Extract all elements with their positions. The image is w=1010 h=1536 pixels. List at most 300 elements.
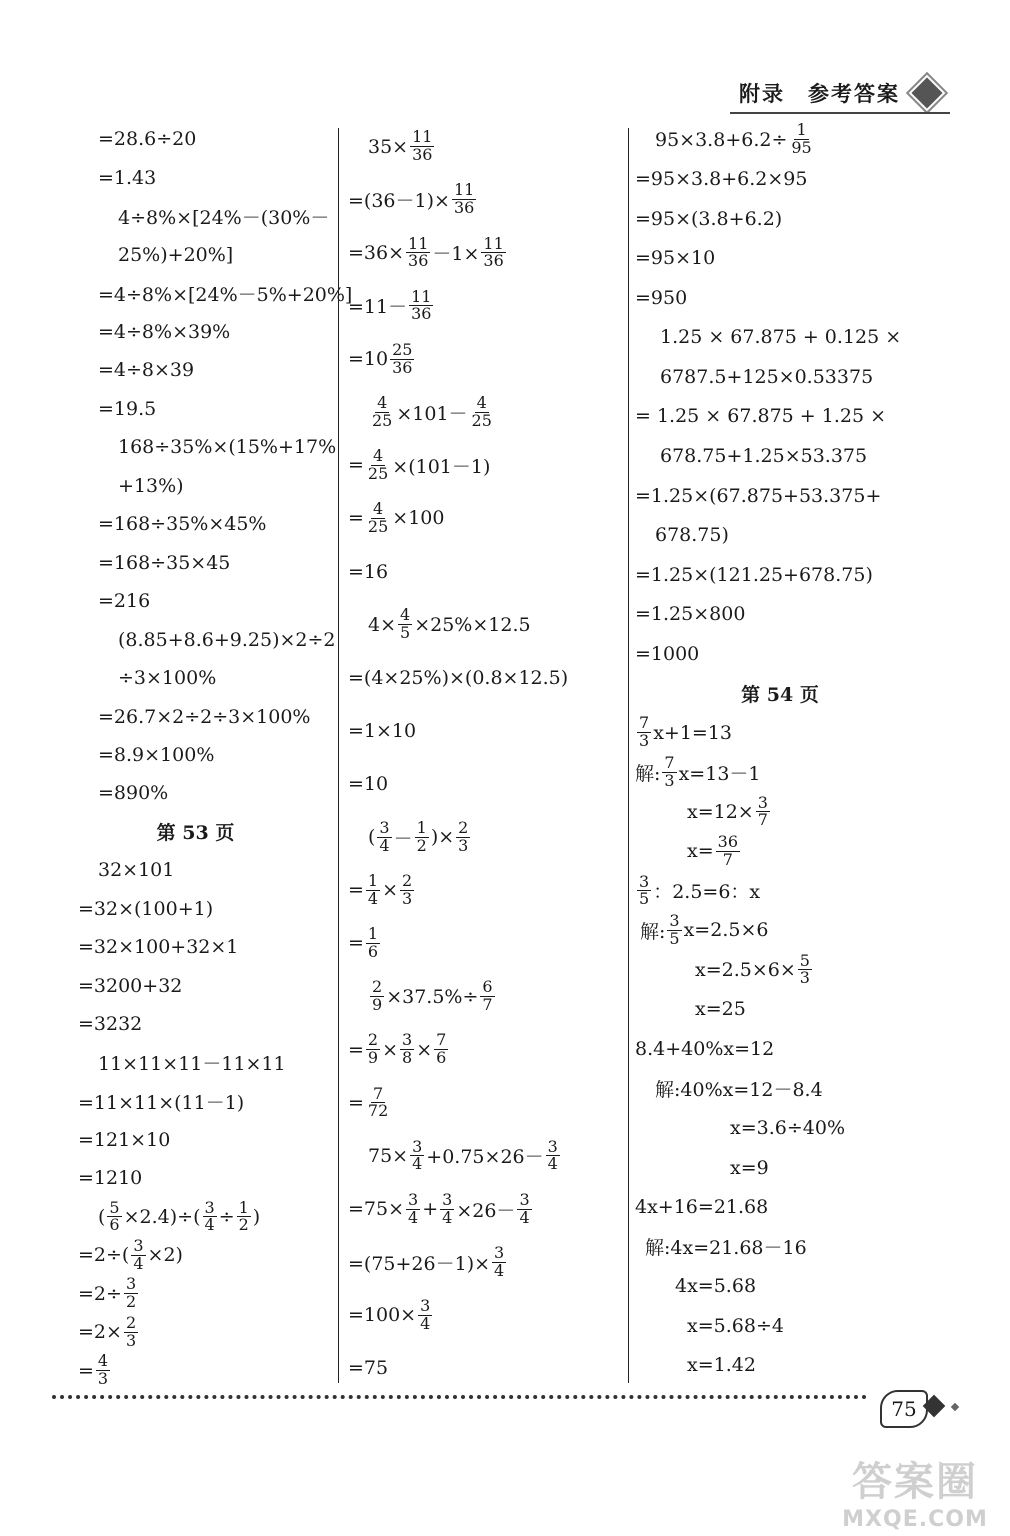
answer-line (58, 543, 333, 581)
fraction-denominator: 4 (420, 1313, 431, 1333)
answer-line (58, 967, 333, 1005)
fraction (124, 1276, 138, 1311)
math-text: =(36－1)× (348, 190, 450, 213)
answer-line (343, 651, 623, 704)
answer-column-middle (343, 120, 623, 1395)
answer-line (343, 1289, 623, 1342)
math-text: × (382, 1038, 399, 1061)
fraction (410, 129, 434, 164)
math-text: =75× (348, 1198, 405, 1221)
fraction (716, 834, 740, 869)
fraction-numerator: 3 (402, 1030, 413, 1050)
diamond-icon (909, 75, 946, 112)
fraction-denominator: 72 (367, 1101, 389, 1121)
fraction-denominator: 3 (125, 1330, 137, 1350)
math-text: x=13－1 (678, 762, 761, 785)
watermark (830, 1450, 1000, 1532)
answer-line (58, 235, 333, 273)
fraction-denominator: 25 (367, 516, 389, 536)
answer-line (58, 851, 333, 889)
math-text: x=12× (687, 800, 754, 823)
answer-line (635, 278, 925, 318)
answer-line (58, 1352, 333, 1390)
math-text: =11－ (348, 296, 408, 319)
fraction-denominator: 7 (757, 810, 768, 830)
answer-line (58, 1121, 333, 1159)
math-text: 678.75+1.25×53.375 (660, 445, 868, 468)
fraction-denominator: 36 (408, 251, 429, 271)
fraction (107, 1197, 121, 1235)
math-text: =1.25×(121.25+678.75) (635, 563, 873, 586)
fraction (637, 715, 651, 750)
watermark-url: MXQE.COM (842, 1507, 988, 1532)
math-text: =4÷8×39 (98, 359, 195, 382)
fraction-numerator: 11 (483, 233, 504, 253)
answer-line (635, 792, 925, 832)
math-text: 678.75) (655, 524, 729, 547)
math-text: 解: (635, 762, 661, 785)
fraction-denominator: 2 (416, 835, 427, 855)
answer-line (343, 1129, 623, 1182)
answer-line (343, 279, 623, 332)
fraction (662, 752, 676, 790)
answer-line (58, 1159, 333, 1197)
math-text: =950 (635, 286, 688, 309)
math-text: =1210 (78, 1167, 143, 1190)
fraction-denominator: 8 (402, 1048, 413, 1068)
answer-column-right (635, 120, 925, 1385)
fraction-denominator: 4 (133, 1253, 144, 1273)
math-text: =216 (98, 590, 151, 613)
fraction-numerator: 4 (476, 392, 487, 412)
fraction (415, 817, 429, 855)
fraction (370, 392, 394, 430)
math-text: x+1=13 (653, 721, 733, 744)
math-text: × (416, 1038, 433, 1061)
answer-line (343, 173, 623, 226)
fraction-numerator: 3 (547, 1136, 558, 1156)
answer-line (343, 598, 623, 651)
answer-line (635, 1148, 925, 1188)
math-text: = (348, 1091, 364, 1114)
header-rule (730, 112, 950, 114)
fraction-denominator: 25 (471, 410, 492, 430)
fraction (370, 979, 384, 1014)
math-text: (8.85+8.6+9.25)×2÷2 (118, 628, 336, 651)
page-number: 75 (880, 1390, 928, 1428)
math-text: =4÷8%×[24%－5%+20%] (98, 283, 353, 306)
math-text: =(4×25%)×(0.8×12.5) (348, 666, 569, 689)
fraction-numerator: 4 (373, 446, 384, 466)
fraction-denominator: 4 (367, 888, 379, 908)
small-diamond-icon (951, 1403, 959, 1411)
fraction (366, 501, 390, 536)
math-text: 4x=5.68 (675, 1275, 757, 1298)
fraction (366, 1032, 380, 1067)
answer-line (635, 436, 925, 476)
answer-line (343, 704, 623, 757)
math-text: x=2.5×6× (695, 958, 796, 981)
fraction-numerator: 3 (420, 1296, 431, 1316)
math-text: ×37.5%÷ (386, 985, 479, 1008)
fraction (366, 448, 390, 483)
column-divider (628, 128, 629, 1383)
fraction-denominator: 5 (669, 928, 680, 948)
answer-line (635, 832, 925, 872)
math-text: =(75+26－1)× (348, 1252, 491, 1275)
fraction-denominator: 4 (519, 1207, 530, 1227)
fraction (546, 1136, 560, 1174)
answer-line (343, 439, 623, 492)
answer-line (58, 774, 333, 812)
answer-line (343, 970, 623, 1023)
fraction-denominator: 3 (639, 731, 650, 751)
fraction-denominator: 3 (458, 835, 469, 855)
answer-line (58, 197, 333, 235)
fraction-denominator: 4 (547, 1154, 558, 1174)
math-text: x=1.42 (687, 1354, 756, 1377)
fraction-numerator: 4 (373, 499, 384, 519)
answer-line (635, 634, 925, 674)
math-text: x=25 (695, 998, 746, 1021)
math-text: =95×3.8+6.2×95 (635, 168, 808, 191)
fraction-denominator: 36 (411, 304, 432, 324)
answer-line (58, 120, 333, 158)
math-text: =2× (78, 1321, 122, 1344)
answer-line (58, 274, 353, 312)
math-text: =168÷35×45 (98, 551, 231, 574)
math-text: ( (98, 1205, 106, 1228)
fraction-numerator: 2 (125, 1312, 137, 1332)
fraction-numerator: 11 (408, 233, 429, 253)
fraction-numerator: 3 (204, 1197, 215, 1217)
fraction (789, 122, 813, 157)
answer-line (58, 505, 333, 543)
math-text: =95×10 (635, 247, 716, 270)
math-text: ÷ (218, 1205, 235, 1228)
fraction (203, 1197, 217, 1235)
math-text: 32×101 (98, 859, 175, 882)
math-text: = (348, 454, 364, 477)
footer-dotted-rule (52, 1395, 867, 1399)
answer-line (58, 351, 333, 389)
fraction-numerator: 11 (412, 127, 433, 147)
fraction-numerator: 3 (494, 1242, 505, 1262)
math-text: =19.5 (98, 397, 157, 420)
answer-line (58, 312, 333, 350)
fraction (124, 1312, 138, 1350)
fraction (406, 233, 430, 271)
fraction-denominator: 4 (412, 1154, 423, 1174)
math-text: =32×(100+1) (78, 897, 214, 920)
fraction-denominator: 3 (799, 968, 810, 988)
math-text: ( (368, 826, 376, 849)
fraction (366, 926, 380, 961)
math-text: =36× (348, 241, 405, 264)
math-text: 75× (368, 1144, 409, 1167)
fraction-numerator: 7 (639, 713, 650, 733)
math-text: 25%)+20%] (118, 243, 234, 266)
answer-line (343, 120, 623, 173)
answer-line (635, 120, 925, 160)
answer-line (635, 911, 925, 951)
fraction-numerator: 3 (125, 1274, 137, 1294)
math-text: 168÷35%×(15%+17% (118, 436, 337, 459)
fraction-numerator: 3 (639, 871, 650, 891)
math-text: 95×3.8+6.2÷ (655, 128, 788, 151)
math-text: ×2.4)÷( (123, 1205, 201, 1228)
math-text: x=9 (730, 1156, 769, 1179)
answer-line (58, 736, 333, 774)
fraction (96, 1353, 110, 1388)
math-text: =10 (348, 348, 389, 371)
fraction (492, 1242, 506, 1280)
answer-line (58, 620, 336, 658)
math-text: ×2) (147, 1244, 183, 1267)
math-text: 4÷8%×[24%－(30%－ (118, 206, 330, 229)
math-text: )× (430, 826, 455, 849)
math-text: x= (687, 840, 714, 863)
answer-line (635, 397, 925, 437)
fraction (131, 1235, 145, 1273)
fraction-numerator: 3 (442, 1189, 453, 1209)
answer-line (635, 318, 925, 358)
math-text: 解:4x=21.68－16 (645, 1237, 807, 1260)
answer-line (58, 659, 333, 697)
math-text: =32×100+32×1 (78, 936, 239, 959)
fraction-numerator: 3 (133, 1235, 144, 1255)
fraction-denominator: 7 (482, 995, 493, 1015)
fraction-denominator: 9 (372, 995, 383, 1015)
math-text: = (348, 879, 364, 902)
fraction-numerator: 3 (757, 792, 768, 812)
math-text: ：2.5=6：x (653, 881, 761, 904)
page-section-heading: 第 53 页 (156, 822, 235, 845)
fraction-denominator: 2 (238, 1215, 249, 1235)
answer-line (635, 239, 925, 279)
fraction-denominator: 36 (412, 145, 433, 165)
answer-line (635, 555, 925, 595)
math-text: =11×11×(11－1) (78, 1091, 245, 1114)
fraction (409, 286, 433, 324)
fraction-numerator: 2 (402, 871, 413, 891)
math-text: 解: (640, 920, 666, 943)
header-title: 附录 参考答案 (739, 81, 900, 106)
fraction (637, 871, 651, 909)
answer-line (343, 1236, 623, 1289)
math-text: ×25%×12.5 (414, 613, 531, 636)
answer-line (635, 160, 925, 200)
answer-line (635, 1345, 925, 1385)
fraction-denominator: 6 (109, 1215, 120, 1235)
math-text: × (382, 879, 399, 902)
fraction (366, 1083, 390, 1121)
answer-line (58, 389, 333, 427)
math-text: + (422, 1198, 439, 1221)
math-text: =16 (348, 560, 389, 583)
fraction-denominator: 9 (367, 1048, 379, 1068)
math-text: =26.7×2÷2÷3×100% (98, 705, 311, 728)
fraction-denominator: 95 (791, 138, 812, 158)
math-text: =1×10 (348, 719, 417, 742)
answer-line (58, 158, 333, 196)
fraction (481, 233, 505, 271)
fraction-numerator: 2 (367, 1030, 379, 1050)
answer-line (635, 871, 925, 911)
math-text: ×26－ (456, 1199, 516, 1222)
fraction-denominator: 25 (372, 410, 393, 430)
fraction-numerator: 3 (669, 911, 680, 931)
fraction-numerator: 7 (373, 1083, 384, 1103)
column-divider (338, 128, 339, 1383)
answer-line (343, 917, 623, 970)
fraction-numerator: 4 (97, 1351, 109, 1371)
answer-line (343, 811, 623, 864)
fraction-numerator: 11 (411, 286, 432, 306)
fraction-numerator: 1 (367, 924, 379, 944)
fraction-denominator: 2 (125, 1292, 137, 1312)
fraction-denominator: 4 (408, 1207, 419, 1227)
math-text: 8.4+40%x=12 (635, 1037, 775, 1060)
math-text: = (348, 1038, 364, 1061)
math-text: 4× (368, 613, 397, 636)
math-text: +0.75×26－ (426, 1146, 544, 1169)
answer-line (635, 1266, 925, 1306)
math-text: 4x+16=21.68 (635, 1196, 769, 1219)
answer-line (635, 753, 925, 793)
page-header (739, 78, 940, 108)
math-text: = 1.25 × 67.875 + 1.25 × (635, 405, 887, 428)
fraction-numerator: 3 (408, 1189, 419, 1209)
fraction-denominator: 4 (442, 1207, 453, 1227)
math-text: x=3.6÷40% (730, 1117, 846, 1140)
answer-line (635, 1227, 925, 1267)
answer-line (635, 357, 925, 397)
fraction-numerator: 7 (664, 752, 675, 772)
fraction-numerator: 5 (109, 1197, 120, 1217)
answer-line (58, 428, 337, 466)
math-text: 6787.5+125×0.53375 (660, 365, 874, 388)
fraction-numerator: 2 (372, 977, 383, 997)
math-text: ×(101－1) (392, 455, 491, 478)
math-text: 1.25 × 67.875 + 0.125 × (660, 326, 902, 349)
math-text: x=5.68÷4 (687, 1314, 784, 1337)
answer-line (343, 864, 623, 917)
fraction-numerator: 11 (453, 180, 475, 200)
answer-line (635, 1029, 925, 1069)
answer-line (58, 1313, 333, 1351)
answer-line (343, 1023, 623, 1076)
answer-line (635, 1108, 925, 1148)
fraction (406, 1189, 420, 1227)
answer-line (343, 1183, 623, 1236)
math-text: =100× (348, 1304, 417, 1327)
fraction-denominator: 6 (367, 941, 379, 961)
math-text: =2÷( (78, 1244, 130, 1267)
page-section-heading: 第 54 页 (741, 683, 819, 706)
math-text: =95×(3.8+6.2) (635, 207, 783, 230)
math-text: 11×11×11－11×11 (98, 1053, 286, 1076)
fraction-numerator: 2 (458, 817, 469, 837)
fraction-numerator: 5 (799, 950, 810, 970)
fraction (667, 913, 681, 948)
answer-line (343, 1342, 623, 1395)
answer-line (635, 515, 925, 555)
math-text: =890% (98, 782, 169, 805)
fraction-denominator: 4 (494, 1260, 505, 1280)
math-text: =168÷35%×45% (98, 513, 267, 536)
math-text: ) (252, 1205, 261, 1228)
answer-line (343, 545, 623, 598)
answer-line (58, 697, 333, 735)
fraction (756, 792, 770, 830)
fraction (517, 1189, 531, 1227)
math-text: = (348, 507, 364, 530)
math-text: =1.25×(67.875+53.375+ (635, 484, 882, 507)
answer-line (58, 1236, 333, 1274)
fraction-numerator: 1 (367, 871, 379, 891)
math-text: x=2.5×6 (683, 919, 769, 942)
fraction-denominator: 4 (204, 1215, 215, 1235)
math-text: =121×10 (78, 1128, 171, 1151)
answer-line (58, 1044, 333, 1082)
fraction-numerator: 1 (416, 817, 427, 837)
answer-line (635, 1069, 925, 1109)
fraction (237, 1197, 251, 1235)
fraction (480, 979, 494, 1014)
math-text: ÷3×100% (118, 667, 217, 690)
fraction-numerator: 4 (377, 392, 388, 412)
answer-line (343, 226, 623, 279)
fraction (366, 873, 380, 908)
fraction-denominator: 36 (453, 198, 475, 218)
watermark-logo-text: 答案圈 (852, 1459, 978, 1505)
fraction-numerator: 3 (412, 1136, 423, 1156)
math-text: =1.43 (98, 166, 157, 189)
math-text: =10 (348, 773, 389, 796)
answer-line (635, 950, 925, 990)
math-text: － (393, 827, 413, 850)
math-text: =8.9×100% (98, 743, 215, 766)
fraction-numerator: 3 (379, 817, 390, 837)
answer-line (58, 582, 333, 620)
math-text: 35× (368, 135, 409, 158)
fraction-denominator: 4 (379, 835, 390, 855)
math-text: = (348, 932, 364, 955)
answer-line (343, 492, 623, 545)
answer-line (343, 1076, 623, 1129)
math-text: = (78, 1359, 94, 1382)
fraction-denominator: 5 (400, 623, 411, 643)
answer-line (58, 890, 333, 928)
math-text: ×100 (392, 507, 445, 530)
fraction-denominator: 7 (722, 849, 733, 869)
answer-line (635, 199, 925, 239)
math-text: 解:40%x=12－8.4 (655, 1079, 823, 1102)
answer-line (635, 594, 925, 634)
fraction (798, 950, 812, 988)
fraction (452, 182, 476, 217)
answer-line (58, 1005, 333, 1043)
answer-line (635, 1187, 925, 1227)
fraction-denominator: 3 (402, 888, 413, 908)
answer-column-left (58, 120, 353, 1390)
answer-line (58, 928, 333, 966)
fraction (470, 392, 494, 430)
fraction-denominator: 36 (483, 251, 504, 271)
math-text: ×101－ (396, 402, 468, 425)
fraction-numerator: 1 (238, 1197, 249, 1217)
